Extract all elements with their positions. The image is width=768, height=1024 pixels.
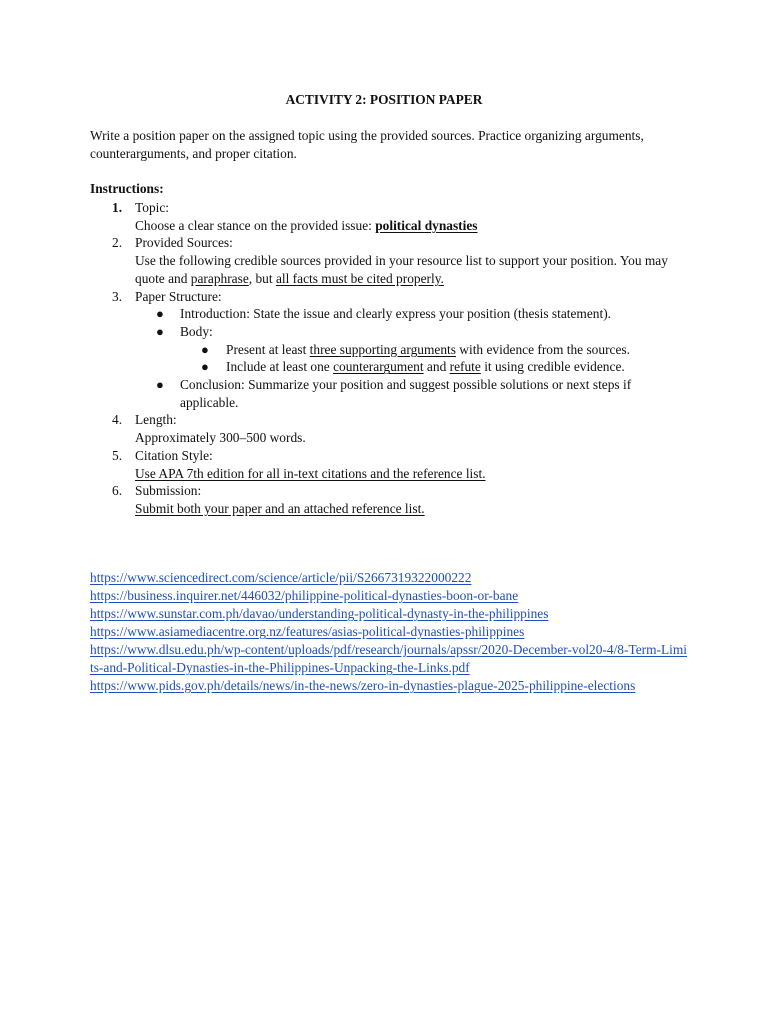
- bullet-introduction: [90, 305, 678, 323]
- topic-emphasis: political dynasties: [375, 217, 478, 233]
- bullet-text: it using credible evidence.: [480, 359, 625, 375]
- bullet-icon: ●: [156, 323, 164, 339]
- source-link[interactable]: https://www.sciencedirect.com/science/article/pii/S2667319322000222: [90, 570, 472, 585]
- underlined-text: counterargument: [333, 359, 424, 375]
- bullet-text: Introduction: State the issue and clearly express your position (thesis statement).: [180, 306, 612, 322]
- list-item-sources: [90, 234, 678, 287]
- item-detail: [135, 217, 678, 235]
- bullet-text: with evidence from the sources.: [455, 341, 630, 357]
- document-title: ACTIVITY 2: POSITION PAPER: [285, 92, 483, 107]
- bullet-icon: ●: [156, 306, 164, 322]
- item-label: Provided Sources:: [135, 235, 233, 251]
- intro-paragraph: Write a position paper on the assigned topic using the provided sources. Practice organizing arguments, counterarguments, and proper citation.: [90, 128, 644, 161]
- underlined-text: Submit both your paper and an attached reference list.: [135, 500, 425, 516]
- source-link[interactable]: https://www.dlsu.edu.ph/wp-content/uploads/pdf/research/journals/apssr/2020-December-vol20-4/8-Term-Limits-and-Political-Dynasties-in-the-Philippines-Unpacking-the-Links.pdf: [90, 642, 688, 675]
- bullet-icon: ●: [201, 359, 209, 375]
- source-link[interactable]: https://www.sunstar.com.ph/davao/understanding-political-dynasty-in-the-philippines: [90, 606, 549, 621]
- sub-bullet-supporting: [90, 341, 678, 359]
- underlined-text: all facts must be cited properly.: [275, 270, 444, 286]
- list-number: 3.: [112, 288, 123, 304]
- list-item-length: [90, 411, 678, 446]
- underlined-text: three supporting arguments: [309, 341, 456, 357]
- list-number: 5.: [112, 447, 123, 463]
- detail-text: Use the following credible sources provided in your resource list to support your position. You may quote and: [135, 253, 668, 286]
- bullet-body: [90, 323, 678, 341]
- sub-bullet-counterargument: [90, 358, 678, 376]
- instructions-heading: Instructions:: [90, 181, 164, 196]
- list-item-submission: [90, 482, 678, 517]
- detail-text: Choose a clear stance on the provided issue:: [135, 217, 376, 233]
- underlined-text: paraphrase: [190, 270, 249, 286]
- underlined-text: Use APA 7th edition for all in-text citations and the reference list.: [135, 465, 486, 481]
- bullet-text: Include at least one: [226, 359, 334, 375]
- item-label: Submission:: [135, 483, 202, 499]
- item-detail: [135, 252, 678, 287]
- list-item-topic: [90, 199, 678, 234]
- bullet-icon: ●: [156, 377, 164, 393]
- item-label: Citation Style:: [135, 447, 213, 463]
- source-link[interactable]: https://www.asiamediacentre.org.nz/features/asias-political-dynasties-philippines: [90, 624, 525, 639]
- list-item-citation: [90, 447, 678, 482]
- item-label: Topic:: [135, 200, 170, 215]
- item-detail: Approximately 300–500 words.: [135, 430, 306, 446]
- list-number: 1.: [112, 200, 123, 215]
- bullet-text: Body:: [180, 323, 213, 339]
- item-label: Length:: [135, 412, 177, 428]
- item-detail: [135, 465, 678, 483]
- bullet-icon: ●: [201, 341, 209, 357]
- list-number: 4.: [112, 412, 123, 428]
- list-number: 6.: [112, 483, 123, 499]
- item-detail: [135, 500, 678, 518]
- instructions-list: [90, 199, 678, 518]
- source-link[interactable]: https://business.inquirer.net/446032/philippine-political-dynasties-boon-or-bane: [90, 588, 519, 603]
- bullet-text: Conclusion: Summarize your position and suggest possible solutions or next steps if applicable.: [180, 377, 632, 410]
- bullet-text: and: [423, 359, 450, 375]
- item-label: Paper Structure:: [135, 288, 222, 304]
- list-number: 2.: [112, 235, 123, 251]
- bullet-text: Present at least: [226, 341, 310, 357]
- source-links: [90, 569, 690, 695]
- list-item-structure: [90, 288, 678, 306]
- source-link[interactable]: https://www.pids.gov.ph/details/news/in-the-news/zero-in-dynasties-plague-2025-philippine-elections: [90, 678, 636, 693]
- detail-text: , but: [248, 270, 276, 286]
- bullet-conclusion: [90, 376, 678, 411]
- underlined-text: refute: [449, 359, 481, 375]
